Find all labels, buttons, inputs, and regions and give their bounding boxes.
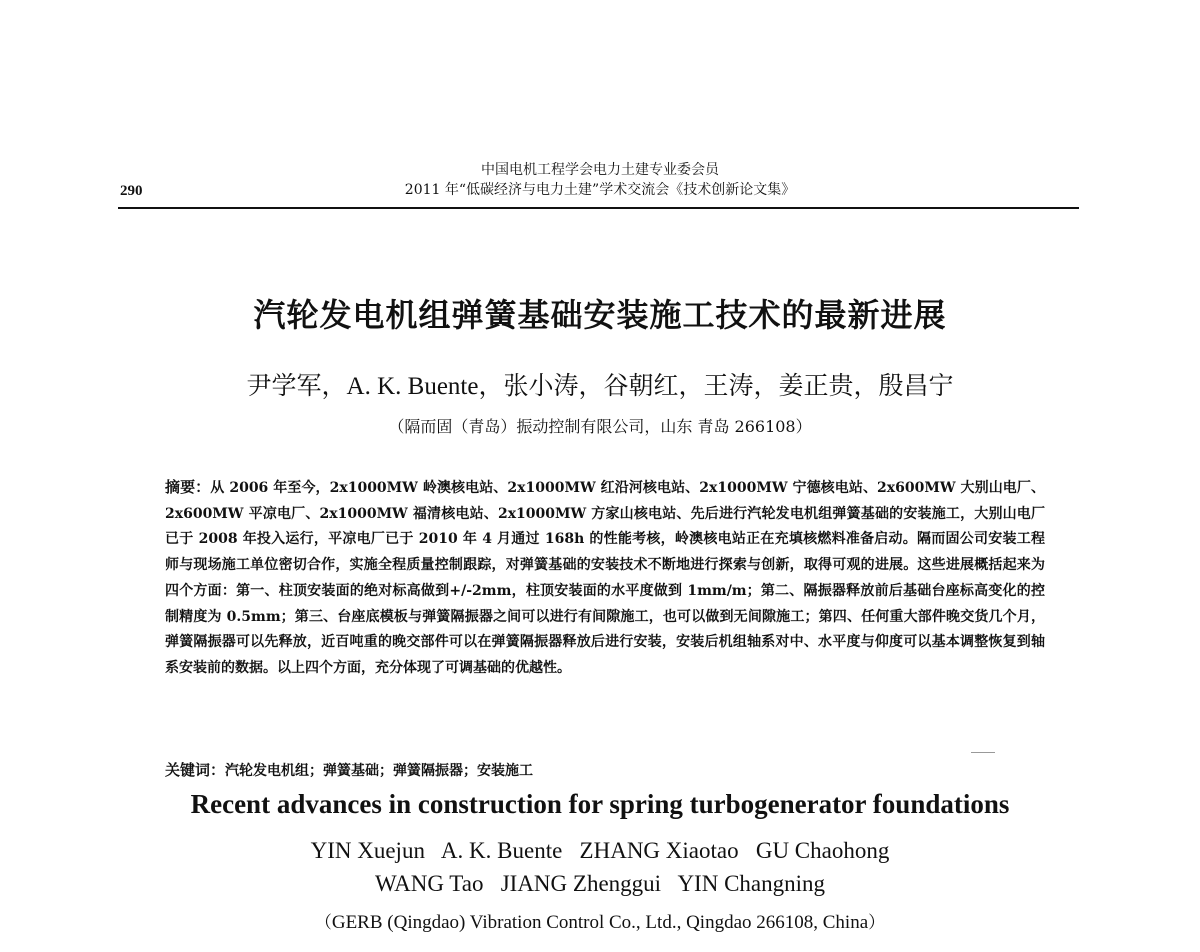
- paper-title: 汽轮发电机组弹簧基础安装施工技术的最新进展: [253, 296, 947, 334]
- abstract-text: 从 2006 年至今，2x1000MW 岭澳核电站、2x1000MW 红沿河核电站、2x1000MW 宁德核电站、2x600MW 大别山电厂、2x600MW 平凉电厂、2x1000MW 福清核电站、2x1000MW 方家山核电站、先后进行汽轮发电机组弹簧基础的安装施工，大别山电厂已于 2008 年投入运行，平凉电厂已于 2010 年 4 月通过 168h 的性能考核，岭澳核电站正在充填核燃料准备启动。隔而固公司安装工程师与现场施工单位密切合作，实施全程质量控制跟踪，对弹簧基础的安装技术不断地进行探索与创新，取得可观的进展。这些进展概括起来为四个方面：第一、柱顶安装面的绝对标高做到+/-2mm，柱顶安装面的水平度做到 1mm/m；第二、隔振器释放前后基础台座标高变化的控制精度为 0.5mm；第三、台座底模板与弹簧隔振器之间可以进行有间隙施工，也可以做到无间隙施工；第四、任何重大部件晚交货几个月，弹簧隔振器可以先释放，近百吨重的晚交部件可以在弹簧隔振器释放后进行安装，安装后机组轴系对中、水平度与仰度可以基本调整恢复到轴系安装前的数据。以上四个方面，充分体现了可调基础的优越性。: [165, 480, 1045, 676]
- affil-close-paren: ）: [868, 913, 886, 933]
- english-affiliation-text: GERB (Qingdao) Vibration Control Co., Ltd., Qingdao 266108, China: [331, 912, 869, 933]
- page-number: 290: [120, 183, 143, 199]
- english-authors-line-2: WANG Tao JIANG Zhenggui YIN Changning: [374, 871, 826, 896]
- abstract: [165, 475, 1045, 682]
- affiliation: （隔而固（青岛）振动控制有限公司，山东 青岛 266108）: [388, 417, 812, 436]
- keywords-label: 关键词：: [165, 761, 226, 779]
- header-rule: [118, 207, 1079, 209]
- author-list: 尹学军，A. K. Buente，张小涛，谷朝红，王涛，姜正贵，殷昌宁: [246, 373, 954, 400]
- header-line-1: 中国电机工程学会电力土建专业委会员: [481, 162, 719, 178]
- keywords-text: 汽轮发电机组；弹簧基础；弹簧隔振器；安装施工: [225, 763, 534, 779]
- english-affiliation: [0, 908, 1200, 934]
- english-title: Recent advances in construction for spring turbogenerator foundations: [190, 789, 1010, 819]
- english-authors: [0, 834, 1200, 900]
- english-authors-line-1: YIN Xuejun A. K. Buente ZHANG Xiaotao GU Chaohong: [310, 838, 890, 863]
- header-line-2: 2011 年“低碳经济与电力土建”学术交流会《技术创新论文集》: [404, 182, 796, 198]
- scan-mark: [971, 752, 995, 753]
- keywords: [165, 759, 1045, 780]
- abstract-label: 摘要：: [165, 478, 211, 496]
- running-header: [150, 160, 1050, 200]
- affil-open-paren: （: [314, 913, 332, 933]
